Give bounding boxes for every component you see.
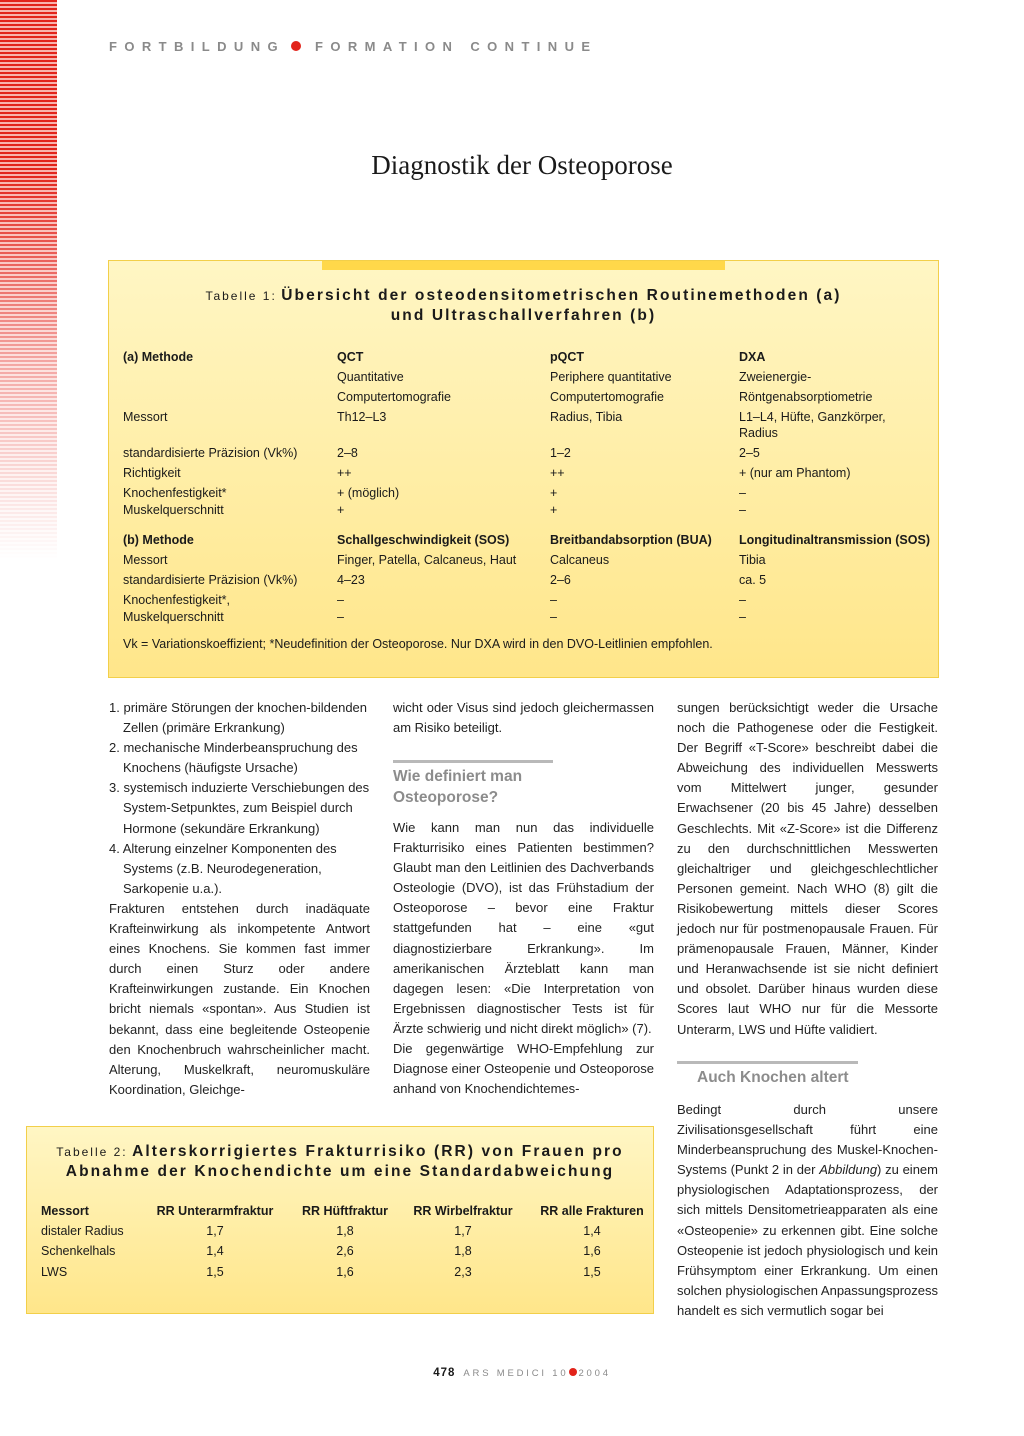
running-header — [109, 39, 597, 54]
table-2-label: Tabelle 2: — [56, 1145, 128, 1159]
table-1-b-header: Schallgeschwindigkeit (SOS) — [337, 533, 510, 547]
table-2-cell: 1,8 — [336, 1224, 354, 1238]
table-1-b-header: Longitudinaltransmission (SOS) — [739, 533, 930, 547]
table-2-cell: 1,4 — [206, 1244, 224, 1258]
running-header-right: FORMATION CONTINUE — [315, 39, 598, 54]
table-2-caption-line-2 — [27, 1162, 653, 1182]
table-1-row-label: Knochenfestigkeit*, — [123, 593, 231, 607]
list-text: primäre Störungen der knochen-bildenden Zellen (primäre Erkrankung) — [123, 700, 368, 736]
table-2-header: Messort — [41, 1204, 89, 1218]
table-1-cell: + — [337, 503, 345, 517]
list-text: mechanische Minderbeanspruchung des Knochens (häufigste Ursache) — [123, 740, 358, 776]
table-1-cell: – — [739, 486, 746, 500]
page-footer — [0, 1367, 1024, 1379]
table-1-row-label: standardisierte Präzision (Vk%) — [123, 446, 298, 460]
table-1-heading-1: Übersicht der osteodensitometrischen Routinemethoden (a) — [281, 287, 842, 304]
table-2-header: RR Unterarmfraktur — [156, 1204, 274, 1218]
section-heading: Wie definiert man Osteoporose? — [393, 760, 553, 808]
table-1-cell: Zweienergie- — [739, 370, 812, 384]
table-2-header: RR Hüftfraktur — [301, 1204, 389, 1218]
table-1-cell: Quantitative — [337, 370, 404, 384]
paragraph: sungen berücksichtigt weder die Ursache noch die Pathogenese oder die Festigkeit. Der Begriff «T-Score» beschreibt dabei die Abweichung des individuellen Messwerts vom Mittelwert junger, gesunder Erwachsener (20 bis 45 Jahre) desselben Geschlechts. Mit «Z-Score» ist die Differenz zu den durchschnittlichen Messwerten gleichaltriger und gleichgeschlechtlicher Personen gemeint. Nach WHO (8) gilt die Risikobewertung mittels dieser Scores jedoch nur für postmenopausale Frauen. Für prämenopausale Frauen, Männer, Kinder und Heranwachsende ist sie nicht definiert und obsolet. Darüber hinaus wurden diese Scores laut WHO nur für die Messorte Unterarm, LWS und Hüfte validiert. — [677, 700, 938, 1037]
paragraph — [677, 1100, 938, 1321]
table-1-cell: – — [739, 610, 746, 624]
table-1-footnote: Vk = Variationskoeffizient; *Neudefinition der Osteoporose. Nur DXA wird in den DVO-Leitlinien empfohlen. — [123, 637, 713, 651]
table-2-cell: 1,4 — [583, 1224, 601, 1238]
table-1-row-label: Muskelquerschnitt — [123, 610, 224, 624]
table-1-b-header: (b) Methode — [123, 533, 194, 547]
paragraph: Die gegenwärtige WHO-Empfehlung zur Diagnose einer Osteopenie und Osteoporose anhand von Knochendichtemes- — [393, 1041, 654, 1097]
table-1-cell: – — [739, 593, 746, 607]
journal-year: 2004 — [578, 1368, 611, 1379]
table-2-heading-1: Alterskorrigiertes Frakturrisiko (RR) von Frauen pro — [132, 1143, 624, 1160]
table-2-cell: 2,6 — [336, 1244, 354, 1258]
table-2-cell: 1,5 — [206, 1265, 224, 1279]
table-2-cell: 1,5 — [583, 1265, 601, 1279]
table-2-heading-2: Abnahme der Knochendichte um eine Standardabweichung — [65, 1163, 615, 1180]
table-1-cell: Computertomografie — [550, 390, 664, 404]
text-column-1 — [109, 698, 370, 1100]
table-1-cell: Calcaneus — [550, 553, 610, 567]
table-2-cell: 1,7 — [454, 1224, 472, 1238]
table-1-row-label: Muskelquerschnitt — [123, 503, 224, 517]
table-1-cell: Radius, Tibia — [550, 410, 623, 424]
paragraph: wicht oder Visus sind jedoch gleichermassen am Risiko beteiligt. — [393, 700, 654, 736]
text-column-2-body — [393, 818, 654, 1099]
paragraph: Frakturen entstehen durch inadäquate Krafteinwirkung als inkompetente Antwort eines Knochens. Sie kommen fast immer durch einen Sturz oder andere Krafteinwirkungen zustande. Ein Knochen bricht niemals «spontan». Aus Studien ist bekannt, dass eine begleitende Osteopenie den Knochenbruch wahrscheinlicher macht. Alterung, Muskelkraft, neuromuskuläre Koordination, Gleichge- — [109, 900, 370, 1097]
list-item — [109, 738, 370, 778]
emphasis: Abbildung — [819, 1162, 878, 1178]
table-1-cell: ++ — [550, 466, 565, 480]
table-1-cell: L1–L4, Hüfte, Ganzkörper, Radius — [739, 410, 886, 440]
table-2-cell: 1,8 — [454, 1244, 472, 1258]
table-2-header: RR alle Frakturen — [540, 1204, 644, 1218]
table-1-cell: + (möglich) — [337, 486, 400, 500]
table-2-cell: 1,6 — [336, 1265, 354, 1279]
table-1-row-label: Richtigkeit — [123, 466, 181, 480]
list-number: 1. — [109, 700, 120, 715]
table-2-cell: 1,7 — [206, 1224, 224, 1238]
table-1-cell: + (nur am Phantom) — [739, 466, 851, 480]
list-number: 4. — [109, 840, 120, 856]
table-1-b-header: Breitbandabsorption (BUA) — [550, 533, 712, 547]
page-title: Diagnostik der Osteoporose — [371, 150, 673, 180]
table-1-cell: ++ — [337, 466, 352, 480]
table-1-cell: Periphere quantitative — [550, 370, 672, 384]
red-dot-icon — [569, 1368, 577, 1376]
table-1-a-header: pQCT — [550, 350, 585, 364]
table-1-cell: – — [550, 610, 557, 624]
table-1-cell: Computertomografie — [337, 390, 451, 404]
table-1-cell: 4–23 — [337, 573, 365, 587]
table-1-a-header: QCT — [337, 350, 364, 364]
table-1-a-header: DXA — [739, 350, 766, 364]
paragraph: Wie kann man nun das individuelle Frakturrisiko eines Patienten bestimmen? Glaubt man den Leitlinien des Dachverbands Osteologie (DVO), ist das Frühstadium der Osteoporose – bevor eine Fraktur stattgefunden hat – eine «gut diagnostizierbare Erkrankung». Im amerikanischen Ärzteblatt kann man dagegen lesen: «Die Interpretation von Ergebnissen diagnostischer Tests ist für Ärzte schwierig und nicht direkt möglich» (7). — [393, 820, 654, 1036]
table-2-row-label: distaler Radius — [41, 1224, 124, 1238]
page-number: 478 — [433, 1367, 456, 1379]
table-1-cell: 2–8 — [337, 446, 358, 460]
list-text: systemisch induzierte Verschiebungen des System-Setpunktes, zum Beispiel durch Hormone (sekundäre Erkrankung) — [123, 780, 370, 836]
table-1-cell: Finger, Patella, Calcaneus, Haut — [337, 553, 517, 567]
table-1-label: Tabelle 1: — [205, 289, 277, 303]
red-dot-icon — [291, 41, 301, 51]
table-1-caption-line-1 — [109, 286, 938, 306]
table-1-cell: ca. 5 — [739, 573, 767, 587]
table-1-cell: – — [337, 593, 344, 607]
list-number: 3. — [109, 780, 120, 796]
text-column-3-body — [677, 1100, 938, 1321]
list-item — [109, 778, 370, 838]
list-item — [109, 698, 370, 738]
table-2-caption-line-1 — [27, 1142, 653, 1162]
table-1-cell: – — [550, 593, 557, 607]
table-2-cell: 1,6 — [583, 1244, 601, 1258]
table-2-row-label: Schenkelhals — [41, 1244, 116, 1258]
text-column-2 — [393, 698, 654, 738]
table-1-row-label: Messort — [123, 553, 168, 567]
table-1-row-label: standardisierte Präzision (Vk%) — [123, 573, 298, 587]
table-2-row-label: LWS — [41, 1265, 68, 1279]
section-heading-text: Auch Knochen altert — [697, 1069, 849, 1086]
section-heading — [677, 1061, 858, 1088]
table-2-box — [26, 1126, 654, 1314]
table-1-cell: Tibia — [739, 553, 766, 567]
table-1-heading-2: und Ultraschallverfahren (b) — [390, 307, 657, 324]
list-text: Alterung einzelner Komponenten des Systems (z.B. Neurodegeneration, Sarkopenie u.a.). — [122, 840, 337, 896]
table-1-cell: – — [739, 503, 746, 517]
paragraph-text: ) zu einem physiologischen Adaptationsprozess, der sich mittels Densitometrieapparaten als eine «Osteopenie» zu erkennen gibt. Eine solche Osteopenie ist jedoch physiologisch und kein Frühsymptom einer Erkrankung. Um einen solchen physiologischen Anpassungsprozess handelt es sich vermutlich sogar bei — [677, 1162, 938, 1318]
running-header-left: FORTBILDUNG — [109, 39, 285, 54]
table-1-cell: + — [550, 486, 558, 500]
table-2-cell: 2,3 — [454, 1265, 472, 1279]
table-1-a-header: (a) Methode — [123, 350, 194, 364]
table-1-accent-stripe — [322, 261, 725, 270]
table-1-cell: 2–5 — [739, 446, 760, 460]
table-1-cell: 2–6 — [550, 573, 571, 587]
table-1-box — [108, 260, 939, 678]
list-item — [109, 839, 370, 899]
table-1-cell: 1–2 — [550, 446, 571, 460]
table-1-cell: Röntgenabsorptiometrie — [739, 390, 873, 404]
list-number: 2. — [109, 740, 120, 756]
table-1-row-label: Knochenfestigkeit* — [123, 486, 227, 500]
decorative-red-bar — [0, 0, 57, 560]
journal-name: ARS MEDICI 10 — [463, 1368, 569, 1379]
table-1-row-label: Messort — [123, 410, 168, 424]
text-column-3 — [677, 698, 938, 1040]
table-1-cell: Th12–L3 — [337, 410, 387, 424]
table-1-caption-line-2 — [109, 306, 938, 326]
table-1-cell: + — [550, 503, 558, 517]
table-1-cell: – — [337, 610, 344, 624]
paragraph-text: Bedingt durch unsere Zivilisationsgesellschaft führt eine Minderbeanspruchung des Muskel-Knochen-Systems (Punkt 2 in der — [677, 1102, 938, 1178]
table-2-header: RR Wirbelfraktur — [413, 1204, 513, 1218]
